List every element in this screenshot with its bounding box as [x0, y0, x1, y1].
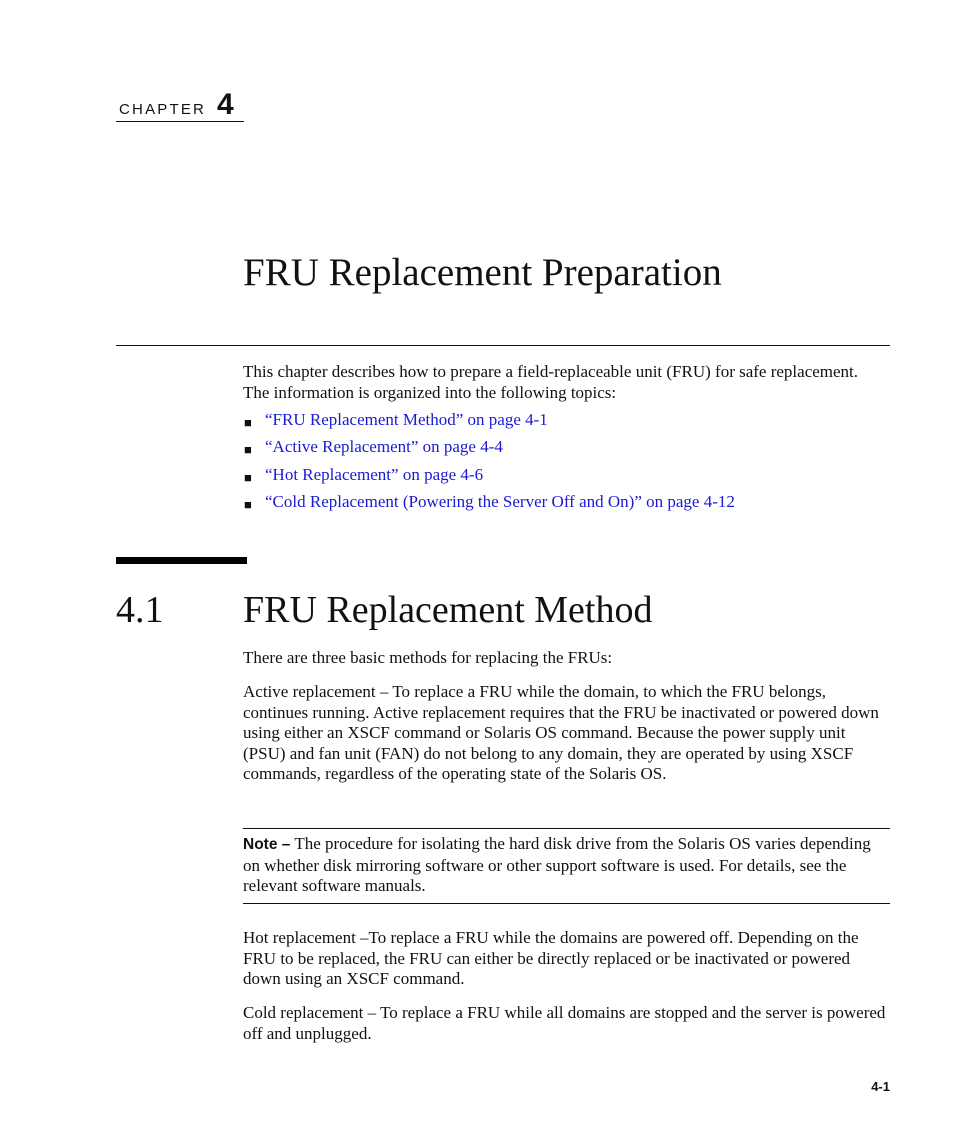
- note-label: Note –: [243, 836, 291, 853]
- section-paragraph: Cold replacement – To replace a FRU while all domains are stopped and the server is powered off and unplugged.: [243, 1003, 886, 1043]
- chapter-label: CHAPTER: [119, 101, 207, 118]
- topic-list: [243, 410, 883, 520]
- bullet-icon: ■: [244, 497, 252, 513]
- topic-link-hot-replacement[interactable]: “Hot Replacement” on page 4-6: [265, 464, 484, 484]
- title-divider: [116, 345, 890, 346]
- note-text: The procedure for isolating the hard disk drive from the Solaris OS varies depending on whether disk mirroring software or other support software is used. For details, see the relevant software manuals.: [243, 834, 871, 895]
- list-item: [243, 492, 883, 519]
- note-box: [243, 834, 888, 897]
- topic-link-cold-replacement[interactable]: “Cold Replacement (Powering the Server Off and On)” on page 4-12: [265, 492, 735, 512]
- section-paragraph: Active replacement – To replace a FRU while the domain, to which the FRU belongs, continues running. Active replacement requires that the FRU be inactivated or powered down using either an XSCF command or Solaris OS command. Because the power supply unit (PSU) and fan unit (FAN) do not belong to any domain, they are operated by using XSCF commands, regardless of the operating state of the Solaris OS.: [243, 682, 879, 783]
- intro-paragraph: This chapter describes how to prepare a field-replaceable unit (FRU) for safe replacement. The information is organized into the following topics:: [243, 362, 859, 402]
- section-paragraph: Hot replacement –To replace a FRU while the domains are powered off. Depending on the FRU to be replaced, the FRU can either be directly replaced or be inactivated or powered down using an XSCF command.: [243, 928, 859, 988]
- chapter-number: 4: [217, 88, 234, 121]
- bullet-icon: ■: [244, 469, 252, 485]
- section-number: 4.1: [116, 589, 164, 631]
- bullet-icon: ■: [244, 442, 252, 458]
- chapter-underline: [116, 121, 244, 122]
- list-item: [243, 437, 883, 464]
- list-item: [243, 410, 883, 437]
- note-bottom-divider: [243, 903, 890, 904]
- list-item: [243, 465, 883, 492]
- topic-link-active-replacement[interactable]: “Active Replacement” on page 4-4: [265, 437, 503, 457]
- note-top-divider: [243, 828, 890, 829]
- section-bar: [116, 557, 247, 564]
- section-paragraph: There are three basic methods for replacing the FRUs:: [243, 648, 613, 667]
- chapter-title: FRU Replacement Preparation: [243, 251, 722, 294]
- section-title: FRU Replacement Method: [243, 589, 653, 631]
- bullet-icon: ■: [244, 415, 252, 430]
- page-number: 4-1: [871, 1079, 890, 1094]
- topic-link-fru-replacement-method[interactable]: “FRU Replacement Method” on page 4-1: [265, 410, 548, 429]
